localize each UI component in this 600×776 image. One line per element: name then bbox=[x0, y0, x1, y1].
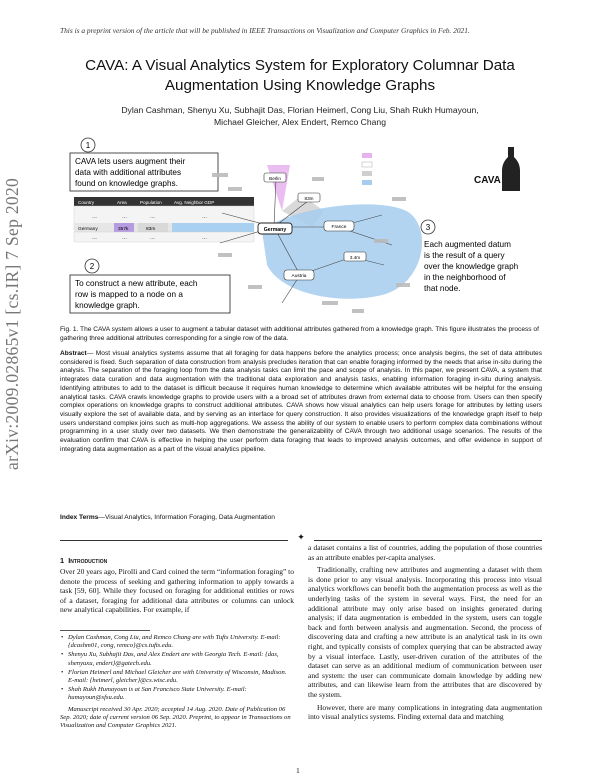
note-3-line-2: is the result of a query bbox=[424, 251, 505, 260]
intro-paragraph-3: However, there are many complications in integrating data augmentation into visual analytics systems. Finding external data and matching bbox=[308, 702, 542, 722]
abstract-label: Abstract bbox=[60, 350, 87, 357]
index-terms-label: Index Terms bbox=[60, 514, 99, 521]
table-cell-population-value: 83m bbox=[146, 227, 156, 232]
left-column bbox=[60, 567, 294, 615]
teaser-figure bbox=[62, 135, 538, 320]
footnote-rule bbox=[60, 630, 150, 631]
table-cell: … bbox=[150, 235, 155, 241]
table-cell: … bbox=[150, 214, 155, 220]
badge-1-text: 1 bbox=[85, 141, 91, 150]
note-1-line-3: found on knowledge graphs. bbox=[75, 179, 178, 188]
page-number: 1 bbox=[296, 766, 300, 775]
abstract bbox=[60, 350, 542, 454]
authors-line-2: Michael Gleicher, Alex Endert, Remco Chang bbox=[214, 117, 386, 127]
title-line-2: Augmentation Using Knowledge Graphs bbox=[164, 77, 436, 94]
note-2-line-1: To construct a new attribute, each bbox=[75, 279, 198, 288]
table-cell: … bbox=[122, 235, 127, 241]
right-column bbox=[308, 543, 542, 722]
badge-3-text: 3 bbox=[425, 223, 431, 232]
note-2-line-2: row is mapped to a node on a bbox=[75, 290, 183, 299]
table-cell: … bbox=[92, 235, 97, 241]
table-header-population: Population bbox=[140, 200, 162, 205]
intro-paragraph-cont: a dataset contains a list of countries, adding the population of those countries as an attribute enables per-capita analyses. bbox=[308, 543, 542, 562]
note-3 bbox=[424, 240, 519, 293]
table-header-neighbor-gdp: Avg. Neighbor GDP bbox=[174, 200, 215, 205]
node-austria-label: Austria bbox=[291, 274, 307, 279]
node-berlin bbox=[264, 173, 286, 182]
step-badge-1 bbox=[81, 138, 95, 152]
footnote-affiliation: • Florian Heimerl and Michael Gleicher are with University of Wisconsin, Madison. E-mail: {heimerl, gleicher}@cs.wisc.edu. bbox=[60, 669, 294, 685]
figure-caption: Fig. 1. The CAVA system allows a user to augment a tabular dataset with additional attributes gathered from a knowledge graph. This figure illustrates the process of gathering three additional attributes corresponding for a single row of the data. bbox=[60, 326, 539, 342]
title-line-1: CAVA: A Visual Analytics System for Exploratory Columnar Data bbox=[85, 57, 515, 74]
node-france bbox=[324, 221, 354, 231]
graph-legend bbox=[362, 153, 372, 185]
node-83m-label: 83m bbox=[304, 196, 314, 201]
note-1-line-2: data with additional attributes bbox=[75, 168, 182, 177]
authors-line-1: Dylan Cashman, Shenyu Xu, Subhajit Das, Florian Heimerl, Cong Liu, Shah Rukh Humayoun, bbox=[121, 105, 479, 115]
section-number: 1 bbox=[60, 556, 65, 565]
section-heading-introduction bbox=[60, 556, 107, 565]
table-cell: … bbox=[202, 214, 207, 220]
node-3-4m-label: 3.4m bbox=[349, 255, 361, 260]
table-cell: … bbox=[122, 214, 127, 220]
cava-logo-text: CAVA bbox=[474, 175, 501, 186]
node-83m bbox=[298, 193, 320, 202]
node-germany bbox=[258, 223, 292, 234]
step-badge-2 bbox=[85, 259, 99, 273]
index-terms-text: —Visual Analytics, Information Foraging, Data Augmentation bbox=[98, 514, 275, 521]
abstract-text: — Most visual analytics systems assume that all foraging for data happens before the analytics process; once analysis begins, the set of data attributes considered is fixed. Such separation of data construction from analysis precludes iteration that can enable foraging informed by the needs that arise in-situ during the analysis. The separation of the foraging loop from the data analysis tasks can limit the pace and scope of analysis. In this paper, we present CAVA, a system that integrates data curation and data augmentation with the traditional data exploration and analysis tasks, enabling information foraging in-situ during analysis. Identifying attributes to add to the dataset is difficult because it requires human knowledge to determine which available attributes will be helpful for the ensuing analytical tasks. CAVA crawls knowledge graphs to provide users with a a broad set of attributes drawn from external data to choose from. Users can then specify complex operations on knowledge graphs to construct additional attributes. CAVA shows how visual analytics can help users forage for attributes by letting users visually explore the set of available data, and by serving as an interface for query construction. It also provides visualizations of the knowledge graph itself to help users understand complex joins such as multi-hop aggregations. We assess the ability of our system to enable users to perform complex data combinations without programming in a user study over two datasets. We then demonstrate the generalizability of CAVA through two additional usage scenarios. The results of the evaluation confirm that CAVA is effective in helping the user perform data foraging that leads to improved analysis outcomes, and offer evidence in support of integrating data augmentation as a part of the visual analytics pipeline. bbox=[60, 350, 542, 453]
node-germany-label: Germany bbox=[263, 227, 287, 233]
table-cell-germany: Germany bbox=[78, 227, 98, 232]
section-title: Introduction bbox=[68, 556, 108, 565]
intro-paragraph-1: Over 20 years ago, Pirolli and Card coined the term “information foraging” to denote the process of seeking and gathering information to apply towards a task [59, 60]. While they focused on foraging for additional entities or rows of a dataset, foraging for additional data attributes or columns can unlock new analytical capabilities. For example, if bbox=[60, 567, 294, 615]
note-1 bbox=[70, 153, 218, 191]
footnote-affiliation: • Shah Rukh Humayoun is at San Francisco State University. E-mail: humayoun@sfsu.edu. bbox=[60, 686, 294, 702]
table-cell: … bbox=[92, 214, 97, 220]
manuscript-note: Manuscript received 30 Apr. 2020; accepted 14 Aug. 2020. Date of Publication 06 Sep. 2020; date of current version 06 Sep. 2020. Preprint, to appear in Transactions on Visualization and Computer Graphics 2021. bbox=[60, 705, 291, 730]
note-3-line-1: Each augmented datum bbox=[424, 240, 511, 249]
divider-ornament: ✦ bbox=[297, 533, 305, 543]
paper-title bbox=[50, 56, 550, 96]
node-france-label: France bbox=[331, 225, 347, 230]
note-3-line-5: that node. bbox=[424, 284, 461, 293]
footnote-affiliation: • Dylan Cashman, Cong Liu, and Remco Chang are with Tufts University. E-mail: {dcashm01, cong, remco}@cs.tufts.edu. bbox=[60, 634, 294, 650]
node-berlin-label: Berlin bbox=[269, 176, 281, 181]
cava-logo bbox=[474, 147, 520, 191]
note-3-line-3: over the knowledge graph bbox=[424, 262, 519, 271]
table-header-country: Country bbox=[78, 200, 95, 205]
note-3-line-4: in the neighborhood of bbox=[424, 273, 506, 282]
table-cell: … bbox=[202, 235, 207, 241]
author-list bbox=[70, 104, 530, 128]
intro-paragraph-2: Traditionally, crafting new attributes and augmenting a dataset with them is done prior to any visual analysis. Incorporating this process into visual analytics workflows can benefit both the augmentation process as well as the underlying tasks of the system in several ways. First, the need for an additional attribute may only arise based on insights generated during analysis; if data augmentation is embedded in the system, users can toggle back and forth between analysis and augmentation. Second, the process of discovering data and crafting a new attribute is an analytical task in its own right, and typically consists of complex querying that can be abstracted away by a visual interface. Lastly, user-driven curation of the attributes of the dataset can serve as an additional medium of communication between user and system: the user can communicate domain knowledge by adding new attributes, and can likewise learn from the attributes that are discovered by the system. bbox=[308, 565, 542, 699]
data-table bbox=[74, 197, 254, 242]
node-austria bbox=[284, 270, 314, 280]
badge-2-text: 2 bbox=[89, 262, 95, 271]
preprint-note: This is a preprint version of the article that will be published in IEEE Transactions on Visualization and Computer Graphics in Feb. 2021. bbox=[60, 26, 470, 35]
note-2 bbox=[70, 275, 230, 313]
footnote-affiliation: • Shenyu Xu, Subhajit Das, and Alex Endert are with Georgia Tech. E-mail: {das, shenyuxu, endert}@gatech.edu. bbox=[60, 651, 294, 667]
node-3-4m bbox=[344, 252, 366, 261]
step-badge-3 bbox=[421, 220, 435, 234]
index-terms bbox=[60, 514, 542, 523]
wine-bottle-icon bbox=[502, 147, 520, 191]
table-header-area: Area bbox=[117, 200, 127, 205]
note-2-line-3: knowledge graph. bbox=[75, 301, 140, 310]
footnotes bbox=[60, 634, 294, 730]
arxiv-stamp: arXiv:2009.02865v1 [cs.IR] 7 Sep 2020 bbox=[2, 177, 22, 470]
table-cell-area-value: 357k bbox=[118, 227, 129, 232]
note-1-line-1: CAVA lets users augment their bbox=[75, 157, 186, 166]
